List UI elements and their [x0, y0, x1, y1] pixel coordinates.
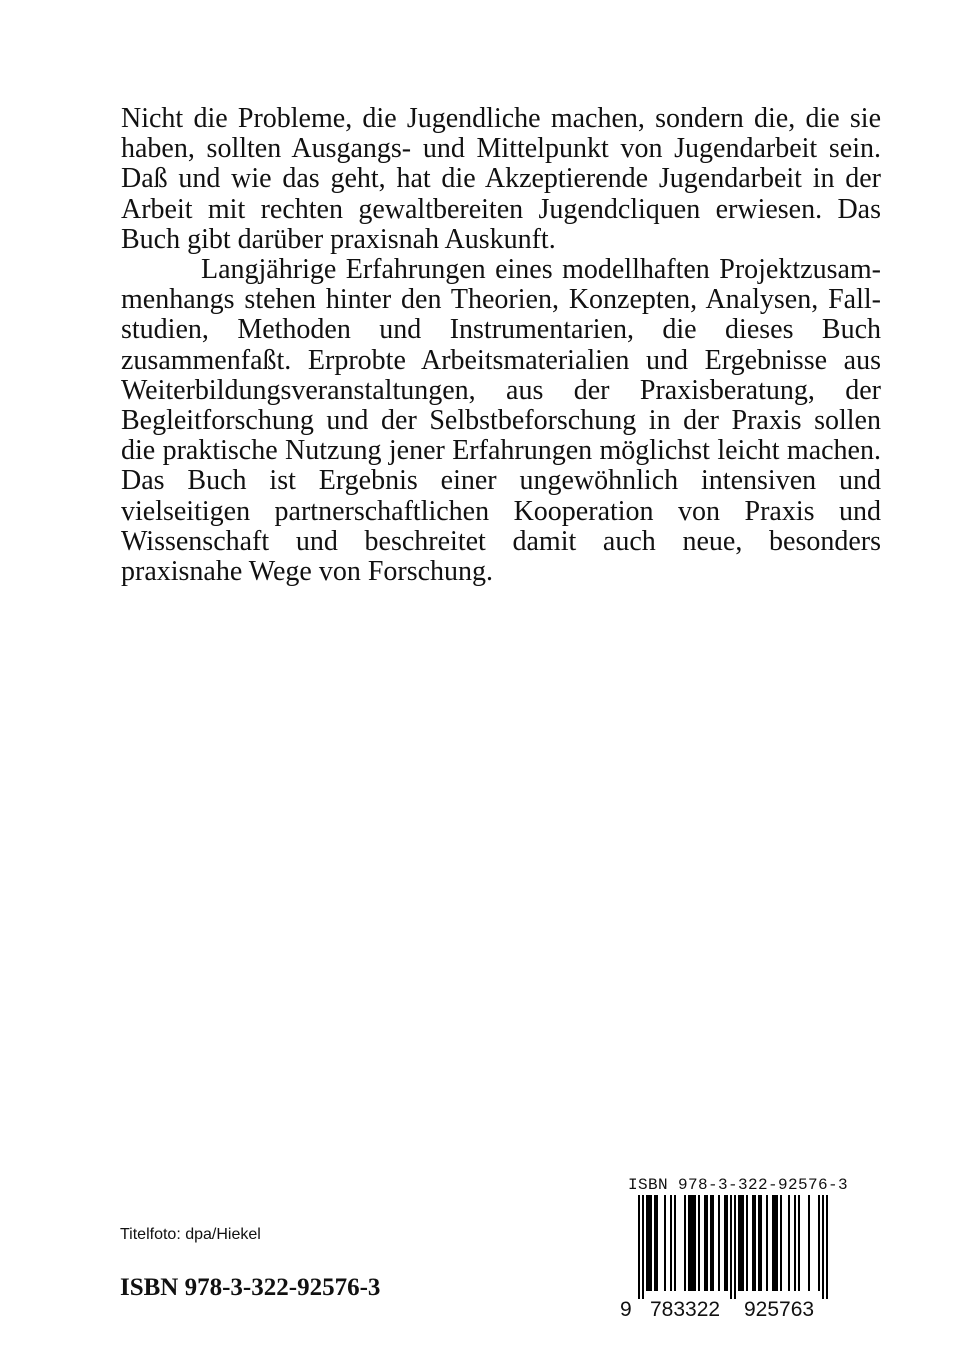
- blurb-paragraph-1: Nicht die Probleme, die Jugendliche machen, sondern die, die sie haben, sollten Ausgangs- und Mittelpunkt von Jugendarbeit sein. Daß und wie das geht, hat die Akzeptierende Jugendarbeit in der Arbeit mit rechten gewaltbereiten Jugendcliquen erwiesen. Das Buch gibt darüber praxisnah Auskunft.: [121, 103, 881, 255]
- barcode-bar: [798, 1195, 800, 1291]
- barcode-bar: [704, 1195, 706, 1291]
- isbn-label: ISBN 978-3-322-92576-3: [120, 1274, 381, 1301]
- barcode-guard-bar: [638, 1195, 640, 1299]
- barcode-bar: [710, 1195, 712, 1291]
- barcode-bar: [754, 1195, 756, 1291]
- barcode-bar: [738, 1195, 740, 1291]
- barcode-bar: [664, 1195, 666, 1291]
- barcode-bar: [674, 1195, 676, 1291]
- barcode-bar: [670, 1195, 672, 1291]
- barcode-bar: [684, 1195, 686, 1291]
- barcode-isbn-text: ISBN 978-3-322-92576-3: [628, 1176, 849, 1194]
- barcode-bar: [794, 1195, 796, 1291]
- barcode-bar: [742, 1195, 744, 1291]
- photo-credit: Titelfoto: dpa/Hiekel: [120, 1226, 261, 1243]
- barcode-bar: [776, 1195, 778, 1291]
- barcode-bar: [772, 1195, 774, 1291]
- barcode-guard-bar: [642, 1195, 644, 1299]
- barcode-bar: [788, 1195, 790, 1291]
- barcode-digit-first: 9: [620, 1298, 632, 1321]
- barcode-bar: [646, 1195, 648, 1291]
- barcode-bar: [760, 1195, 762, 1291]
- barcode-bar: [690, 1195, 692, 1291]
- barcode-icon: [620, 1195, 856, 1299]
- barcode-bar: [752, 1195, 754, 1291]
- barcode-bar: [740, 1195, 742, 1291]
- barcode-guard-bar: [730, 1195, 732, 1299]
- back-cover-blurb: [121, 104, 881, 587]
- barcode-digits-right: 925763: [744, 1298, 815, 1321]
- blurb-paragraph-2: Langjährige Erfahrungen eines modellhaften Projektzusammenhangs stehen hinter den Theorien, Konzepten, Analysen, Fallstudien, Methoden und Instrumentarien, die dieses Buch zusammenfaßt. Erprobte Arbeitsmaterialien und Ergebnisse aus Weiterbildungsveranstaltungen, aus der Praxisberatung, der Begleitforschung und der Selbstbeforschung in der Praxis sollen die praktische Nutzung jener Erfahrungen möglichst leicht machen. Das Buch ist Ergebnis einer ungewöhnlich intensiven und vielseitigen partnerschaftlichen Kooperation von Praxis und Wissenschaft und beschreitet damit auch neue, besonders praxisnahe Wege von Forschung.: [121, 254, 881, 588]
- barcode-bar: [774, 1195, 776, 1291]
- barcode-bar: [692, 1195, 694, 1291]
- barcode-bar: [726, 1195, 728, 1291]
- barcode-bar: [648, 1195, 650, 1291]
- barcode-bar: [818, 1195, 820, 1291]
- barcode-bar: [724, 1195, 726, 1291]
- barcode-bar: [766, 1195, 768, 1291]
- barcode-bar: [688, 1195, 690, 1291]
- barcode-bar: [746, 1195, 748, 1291]
- barcode-bar: [758, 1195, 760, 1291]
- barcode-bar: [694, 1195, 696, 1291]
- barcode-bar: [654, 1195, 656, 1291]
- barcode-bar: [712, 1195, 714, 1291]
- barcode-bar: [698, 1195, 700, 1291]
- barcode-bar: [718, 1195, 720, 1291]
- barcode-bar: [656, 1195, 658, 1291]
- barcode-bar: [706, 1195, 708, 1291]
- barcode-guard-bar: [734, 1195, 736, 1299]
- barcode-bar: [650, 1195, 652, 1291]
- barcode-bar: [808, 1195, 810, 1291]
- barcode-guard-bar: [826, 1195, 828, 1299]
- barcode-guard-bar: [822, 1195, 824, 1299]
- barcode-bar: [780, 1195, 782, 1291]
- barcode-digits-left: 783322: [650, 1298, 721, 1321]
- barcode-block: [620, 1175, 880, 1325]
